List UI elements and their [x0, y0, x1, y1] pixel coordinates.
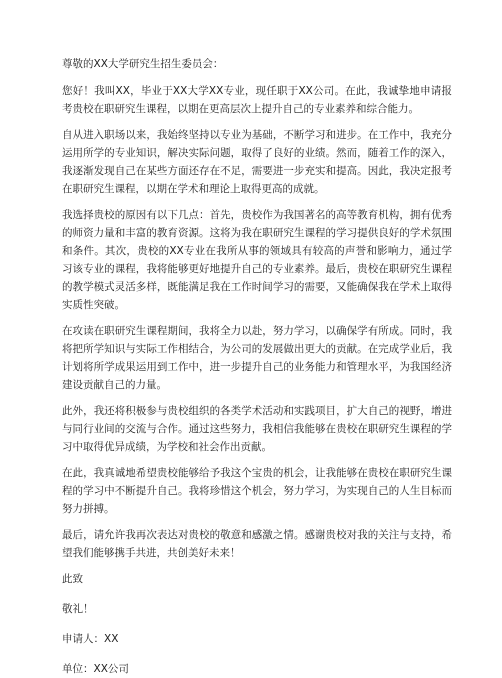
paragraph-reasons: 我选择贵校的原因有以下几点：首先，贵校作为我国著名的高等教育机构，拥有优秀的师资力量和丰富的教育资源。这将为我在职研究生课程的学习提供良好的学术氛围和条件。其次，贵校的XX专业在我所从事的领域具有较高的声誉和影响力，通过学习该专业的课程，我将能够更好地提升自己的专业素养。最后，贵校在职研究生课程的教学模式灵活多样，既能满足我在工作时间学习的需要，又能确保我在学术上取得实质性突破。 — [62, 209, 452, 311]
closing-line-1: 此致 — [62, 573, 83, 585]
closing-line-2: 敬礼！ — [62, 603, 94, 615]
salutation: 尊敬的XX大学研究生招生委员会： — [62, 58, 224, 70]
paragraph-thanks: 最后，请允许我再次表达对贵校的敬意和感激之情。感谢贵校对我的关注与支持，希望我们能够携手共进，共创美好未来！ — [62, 529, 452, 559]
applicant-name: 申请人：XX — [62, 633, 119, 645]
paragraph-intro: 您好！我叫XX，毕业于XX大学XX专业，现任职于XX公司。在此，我诚挚地申请报考贵校在职研究生课程，以期在更高层次上提升自己的专业素养和综合能力。 — [62, 85, 452, 115]
applicant-organization: 单位：XX公司 — [62, 663, 129, 675]
paragraph-hope: 在此，我真诚地希望贵校能够给予我这个宝贵的机会，让我能够在贵校在职研究生课程的学习中不断提升自己。我将珍惜这个机会，努力学习，为实现自己的人生目标而努力拼搏。 — [62, 467, 452, 515]
paragraph-motivation: 自从进入职场以来，我始终坚持以专业为基础，不断学习和进步。在工作中，我充分运用所学的专业知识，解决实际问题，取得了良好的业绩。然而，随着工作的深入，我逐渐发现自己在某些方面还存在不足，需要进一步充实和提高。因此，我决定报考在职研究生课程，以期在学术和理论上取得更高的成就。 — [62, 129, 452, 195]
paragraph-study-plan: 在攻读在职研究生课程期间，我将全力以赴，努力学习，以确保学有所成。同时，我将把所学知识与实际工作相结合，为公司的发展做出更大的贡献。在完成学业后，我计划将所学成果运用到工作中，进一步提升自己的业务能力和管理水平，为我国经济建设贡献自己的力量。 — [62, 325, 452, 391]
paragraph-activities: 此外，我还将积极参与贵校组织的各类学术活动和实践项目，扩大自己的视野，增进与同行业间的交流与合作。通过这些努力，我相信我能够在贵校在职研究生课程的学习中取得优异成绩，为学校和社会作出贡献。 — [62, 405, 452, 453]
